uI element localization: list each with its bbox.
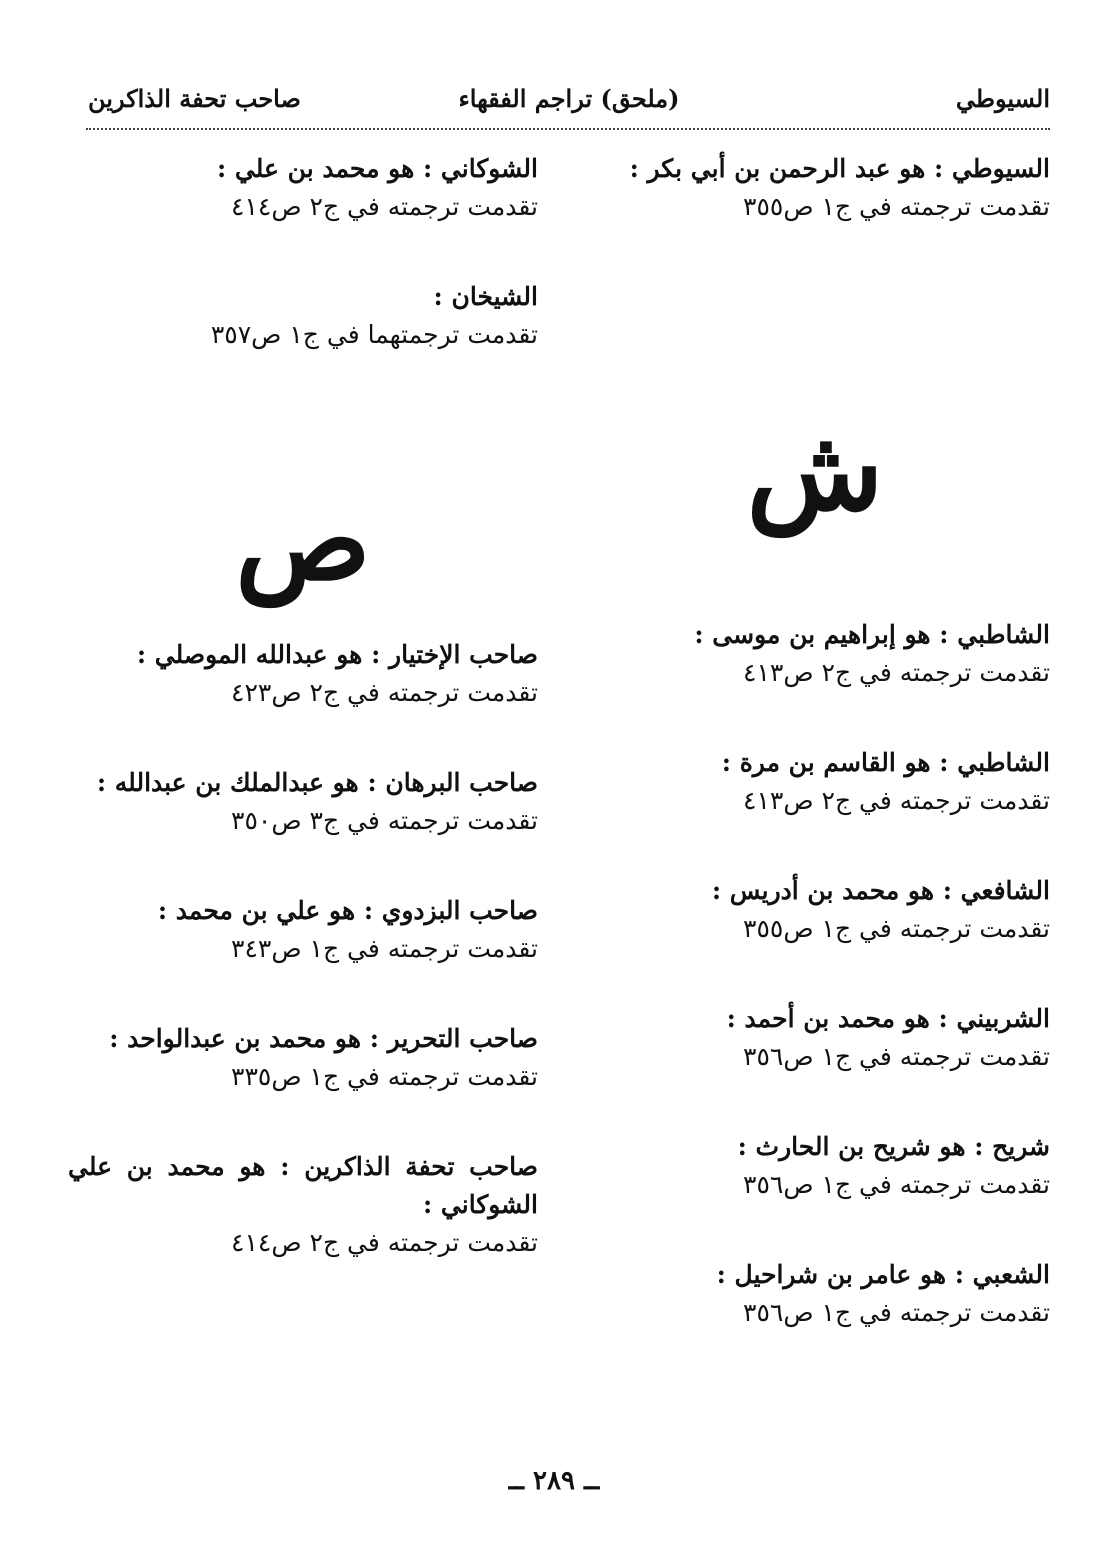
entry-reference: تقدمت ترجمته في ج٢ ص٤١٣ — [743, 786, 1050, 815]
entry-shabi — [580, 1256, 1050, 1332]
entry-name: الشربيني : هو محمد بن أحمد : — [726, 1004, 1050, 1033]
header-dotted-rule — [86, 128, 1050, 130]
entry-reference: تقدمت ترجمته في ج١ ص٣٥٦ — [743, 1042, 1050, 1071]
entry-shaykhan — [68, 278, 538, 354]
entry-name: صاحب البرهان : هو عبدالملك بن عبدالله : — [96, 768, 538, 797]
entry-reference: تقدمت ترجمته في ج١ ص٣٥٥ — [743, 192, 1050, 221]
entry-name: الشاطبي : هو إبراهيم بن موسى : — [694, 620, 1050, 649]
header-left-title: صاحب تحفة الذاكرين — [88, 84, 301, 113]
entry-reference: تقدمت ترجمته في ج٢ ص٤١٤ — [231, 192, 538, 221]
entry-sahib-bazdawi — [68, 892, 538, 968]
entry-sahib-tahrir — [68, 1020, 538, 1096]
entry-reference: تقدمت ترجمته في ج٣ ص٣٥٠ — [231, 806, 538, 835]
entry-reference: تقدمت ترجمته في ج١ ص٣٤٣ — [231, 934, 538, 963]
entry-shatibi-ibrahim — [580, 616, 1050, 692]
section-letter-sad: ص — [235, 475, 371, 606]
entry-shurayh — [580, 1128, 1050, 1204]
entry-name: صاحب الإختيار : هو عبدالله الموصلي : — [136, 640, 538, 669]
section-letter-shin: ش — [746, 405, 884, 536]
entry-suyuti — [580, 150, 1050, 226]
entry-sahib-burhan — [68, 764, 538, 840]
header-right-title: السيوطي — [955, 84, 1050, 113]
left-column — [68, 150, 538, 1314]
entry-name: السيوطي : هو عبد الرحمن بن أبي بكر : — [629, 154, 1050, 183]
running-header — [88, 84, 1050, 120]
entry-reference: تقدمت ترجمتهما في ج١ ص٣٥٧ — [210, 320, 538, 349]
entry-name: الشوكاني : هو محمد بن علي : — [217, 154, 538, 183]
entry-reference: تقدمت ترجمته في ج٢ ص٤١٤ — [231, 1228, 538, 1257]
entry-name: الشاطبي : هو القاسم بن مرة : — [721, 748, 1050, 777]
entry-shirbini — [580, 1000, 1050, 1076]
entry-sahib-ikhtiyar — [68, 636, 538, 712]
entry-reference: تقدمت ترجمته في ج١ ص٣٥٦ — [743, 1298, 1050, 1327]
entry-shawkani — [68, 150, 538, 226]
entry-sahib-tuhfa — [68, 1148, 538, 1262]
entry-name: الشافعي : هو محمد بن أدريس : — [711, 876, 1050, 905]
entry-reference: تقدمت ترجمته في ج٢ ص٤٢٣ — [231, 678, 538, 707]
entry-name: صاحب تحفة الذاكرين : هو محمد بن علي الشوكاني : — [68, 1152, 538, 1219]
header-center-title: (ملحق) تراجم الفقهاء — [458, 84, 680, 113]
entry-name: صاحب التحرير : هو محمد بن عبدالواحد : — [109, 1024, 538, 1053]
entry-name: صاحب البزدوي : هو علي بن محمد : — [157, 896, 538, 925]
page-number: ــ ٢٨٩ ــ — [508, 1466, 600, 1496]
entry-name: الشعبي : هو عامر بن شراحيل : — [716, 1260, 1050, 1289]
entry-reference: تقدمت ترجمته في ج١ ص٣٣٥ — [231, 1062, 538, 1091]
entry-name: الشيخان : — [433, 282, 538, 311]
entry-reference: تقدمت ترجمته في ج٢ ص٤١٣ — [743, 658, 1050, 687]
entry-name: شريح : هو شريح بن الحارث : — [737, 1132, 1050, 1161]
right-column — [580, 150, 1050, 1384]
entry-shatibi-qasim — [580, 744, 1050, 820]
entry-shafii — [580, 872, 1050, 948]
entry-reference: تقدمت ترجمته في ج١ ص٣٥٦ — [743, 1170, 1050, 1199]
entry-reference: تقدمت ترجمته في ج١ ص٣٥٥ — [743, 914, 1050, 943]
